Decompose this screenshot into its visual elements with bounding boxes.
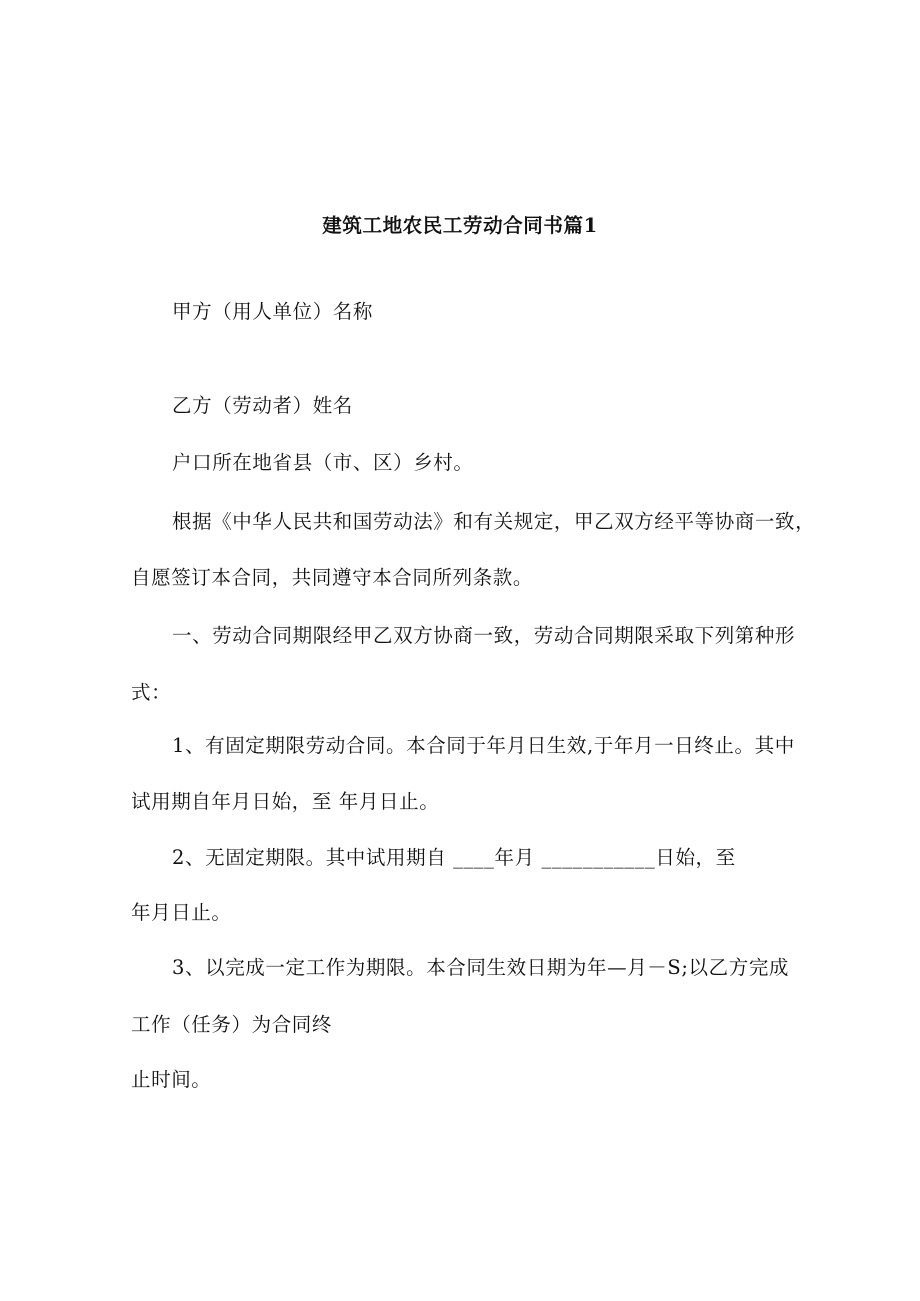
item-3-line-1: 3、以完成一定工作为期限。本合同生效日期为年—月－S;以乙方完成 (172, 956, 790, 979)
clause-1-line-1: 一、劳动合同期限经甲乙双方协商一致，劳动合同期限采取下列第种形 (172, 624, 796, 647)
clause-1-line-2: 式： (131, 681, 172, 704)
item-2-line-2: 年月日止。 (131, 901, 232, 924)
party-b-line: 乙方（劳动者）姓名 (172, 394, 353, 417)
household-line: 户口所在地省县（市、区）乡村。 (172, 451, 474, 474)
document-title: 建筑工地农民工劳动合同书篇1 (322, 214, 598, 237)
basis-paragraph-line-2: 自愿签订本合同，共同遵守本合同所列条款。 (131, 566, 534, 589)
item-1-line-2: 试用期自年月日始，至 年月日止。 (131, 790, 440, 813)
item-3-line-3: 止时间。 (131, 1068, 212, 1091)
party-a-line: 甲方（用人单位）名称 (172, 300, 374, 323)
item-2-line-1: 2、无固定期限。其中试用期自 ____年月 ___________日始，至 (172, 846, 736, 869)
item-1-line-1: 1、有固定期限劳动合同。本合同于年月日生效,于年月一日终止。其中 (172, 734, 795, 757)
basis-paragraph-line-1: 根据《中华人民共和国劳动法》和有关规定，甲乙双方经平等协商一致， (172, 510, 816, 533)
item-3-line-2: 工作（任务）为合同终 (131, 1013, 333, 1036)
